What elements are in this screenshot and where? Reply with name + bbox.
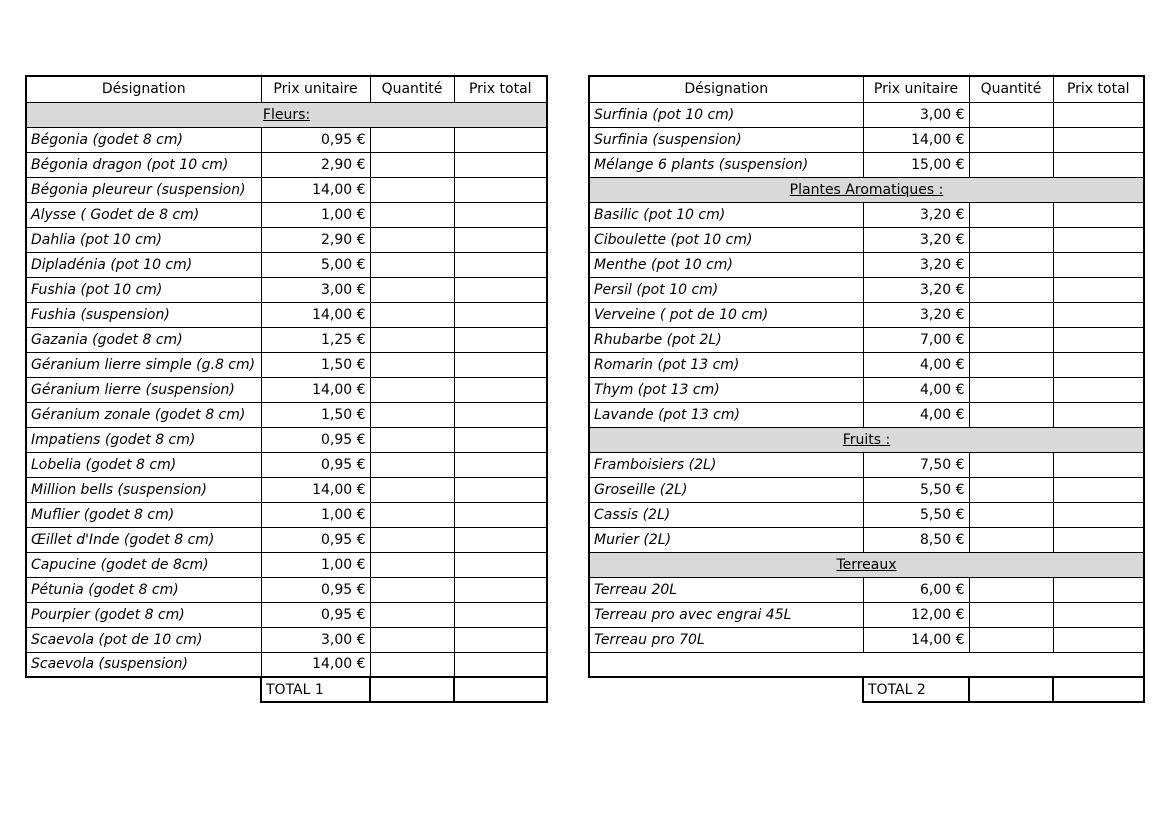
table-row	[26, 577, 547, 602]
quantity-cell[interactable]	[370, 152, 454, 177]
total-price-cell[interactable]	[1053, 277, 1144, 302]
table-row	[589, 627, 1144, 652]
table-row	[26, 252, 547, 277]
table-row	[589, 527, 1144, 552]
quantity-cell[interactable]	[969, 577, 1053, 602]
item-name: Murier (2L)	[589, 527, 863, 552]
total-price-cell[interactable]	[454, 177, 547, 202]
quantity-cell[interactable]	[370, 577, 454, 602]
header-quantity: Quantité	[370, 76, 454, 102]
item-name: Pétunia (godet 8 cm)	[26, 577, 261, 602]
item-name: Muflier (godet 8 cm)	[26, 502, 261, 527]
total-row	[589, 677, 1144, 702]
table-row	[26, 377, 547, 402]
item-name: Pourpier (godet 8 cm)	[26, 602, 261, 627]
item-name: Capucine (godet de 8cm)	[26, 552, 261, 577]
unit-price: 0,95 €	[261, 527, 370, 552]
unit-price: 7,50 €	[863, 452, 969, 477]
total-quantity-cell[interactable]	[969, 677, 1053, 702]
item-name: Menthe (pot 10 cm)	[589, 252, 863, 277]
unit-price: 3,00 €	[261, 277, 370, 302]
item-name: Mélange 6 plants (suspension)	[589, 152, 863, 177]
table-row	[26, 202, 547, 227]
quantity-cell[interactable]	[370, 352, 454, 377]
quantity-cell[interactable]	[969, 452, 1053, 477]
total-row	[26, 677, 547, 702]
table-row	[26, 277, 547, 302]
header-total-price: Prix total	[454, 76, 547, 102]
quantity-cell[interactable]	[969, 352, 1053, 377]
unit-price: 4,00 €	[863, 377, 969, 402]
total-price-cell[interactable]	[454, 202, 547, 227]
item-name: Fushia (pot 10 cm)	[26, 277, 261, 302]
item-name: Scaevola (pot de 10 cm)	[26, 627, 261, 652]
header-designation: Désignation	[589, 76, 863, 102]
quantity-cell[interactable]	[370, 252, 454, 277]
quantity-cell[interactable]	[969, 252, 1053, 277]
total-price-cell[interactable]	[454, 402, 547, 427]
item-name: Terreau 20L	[589, 577, 863, 602]
table-row	[589, 152, 1144, 177]
item-name: Thym (pot 13 cm)	[589, 377, 863, 402]
section-header-row	[589, 427, 1144, 452]
order-table-right	[588, 75, 1145, 703]
table-row	[26, 402, 547, 427]
quantity-cell[interactable]	[969, 527, 1053, 552]
quantity-cell[interactable]	[969, 327, 1053, 352]
item-name: Framboisiers (2L)	[589, 452, 863, 477]
total-price-cell[interactable]	[454, 527, 547, 552]
table-header-row	[589, 76, 1144, 102]
total-price-cell[interactable]	[454, 327, 547, 352]
item-name: Ciboulette (pot 10 cm)	[589, 227, 863, 252]
table-row	[26, 352, 547, 377]
unit-price: 12,00 €	[863, 602, 969, 627]
quantity-cell[interactable]	[969, 477, 1053, 502]
quantity-cell[interactable]	[370, 327, 454, 352]
unit-price: 3,00 €	[863, 102, 969, 127]
order-table-left	[25, 75, 548, 703]
unit-price: 14,00 €	[261, 477, 370, 502]
total-price-cell[interactable]	[454, 477, 547, 502]
item-name: Cassis (2L)	[589, 502, 863, 527]
quantity-cell[interactable]	[370, 202, 454, 227]
unit-price: 1,50 €	[261, 352, 370, 377]
unit-price: 0,95 €	[261, 602, 370, 627]
table-row	[26, 227, 547, 252]
section-header-row	[26, 102, 547, 127]
item-name: Verveine ( pot de 10 cm)	[589, 302, 863, 327]
quantity-cell[interactable]	[969, 127, 1053, 152]
item-name: Alysse ( Godet de 8 cm)	[26, 202, 261, 227]
total-label: TOTAL 2	[863, 677, 969, 702]
unit-price: 3,20 €	[863, 252, 969, 277]
total-spacer	[26, 677, 261, 702]
table-row	[589, 577, 1144, 602]
total-price-cell[interactable]	[454, 652, 547, 677]
total-price-cell[interactable]	[1053, 452, 1144, 477]
table-row	[26, 152, 547, 177]
quantity-cell[interactable]	[370, 502, 454, 527]
unit-price: 0,95 €	[261, 427, 370, 452]
unit-price: 14,00 €	[863, 627, 969, 652]
item-name: Persil (pot 10 cm)	[589, 277, 863, 302]
table-row	[589, 127, 1144, 152]
total-amount-cell[interactable]	[1053, 677, 1144, 702]
total-price-cell[interactable]	[454, 502, 547, 527]
table-row	[589, 252, 1144, 277]
table-row	[26, 652, 547, 677]
unit-price: 3,20 €	[863, 277, 969, 302]
item-name: Dipladénia (pot 10 cm)	[26, 252, 261, 277]
unit-price: 14,00 €	[261, 377, 370, 402]
quantity-cell[interactable]	[969, 402, 1053, 427]
item-name: Impatiens (godet 8 cm)	[26, 427, 261, 452]
unit-price: 0,95 €	[261, 452, 370, 477]
total-amount-cell[interactable]	[454, 677, 547, 702]
quantity-cell[interactable]	[370, 552, 454, 577]
total-price-cell[interactable]	[1053, 402, 1144, 427]
header-total-price: Prix total	[1053, 76, 1144, 102]
quantity-cell[interactable]	[969, 102, 1053, 127]
item-name: Œillet d'Inde (godet 8 cm)	[26, 527, 261, 552]
total-price-cell[interactable]	[454, 377, 547, 402]
table-row	[26, 177, 547, 202]
quantity-cell[interactable]	[969, 202, 1053, 227]
unit-price: 5,00 €	[261, 252, 370, 277]
empty-cell	[589, 652, 1144, 677]
table-row	[589, 477, 1144, 502]
unit-price: 8,50 €	[863, 527, 969, 552]
total-price-cell[interactable]	[1053, 252, 1144, 277]
unit-price: 14,00 €	[863, 127, 969, 152]
item-name: Bégonia pleureur (suspension)	[26, 177, 261, 202]
item-name: Géranium zonale (godet 8 cm)	[26, 402, 261, 427]
quantity-cell[interactable]	[370, 227, 454, 252]
unit-price: 1,00 €	[261, 502, 370, 527]
table-row	[589, 352, 1144, 377]
unit-price: 15,00 €	[863, 152, 969, 177]
section-title: Fruits :	[589, 427, 1144, 452]
total-price-cell[interactable]	[454, 302, 547, 327]
total-price-cell[interactable]	[454, 252, 547, 277]
total-price-cell[interactable]	[1053, 302, 1144, 327]
table-row	[589, 402, 1144, 427]
item-name: Basilic (pot 10 cm)	[589, 202, 863, 227]
quantity-cell[interactable]	[370, 427, 454, 452]
table-row	[26, 602, 547, 627]
table-row	[26, 552, 547, 577]
table-row	[589, 327, 1144, 352]
unit-price: 2,90 €	[261, 227, 370, 252]
section-header-row	[589, 177, 1144, 202]
table-row	[26, 477, 547, 502]
table-row	[26, 327, 547, 352]
table-row	[26, 627, 547, 652]
item-name: Rhubarbe (pot 2L)	[589, 327, 863, 352]
unit-price: 0,95 €	[261, 127, 370, 152]
item-name: Lobelia (godet 8 cm)	[26, 452, 261, 477]
item-name: Fushia (suspension)	[26, 302, 261, 327]
total-price-cell[interactable]	[1053, 477, 1144, 502]
total-price-cell[interactable]	[454, 452, 547, 477]
total-spacer	[589, 677, 863, 702]
table-row	[26, 452, 547, 477]
unit-price: 3,20 €	[863, 302, 969, 327]
total-price-cell[interactable]	[454, 427, 547, 452]
quantity-cell[interactable]	[370, 452, 454, 477]
table-row	[589, 452, 1144, 477]
unit-price: 5,50 €	[863, 477, 969, 502]
total-price-cell[interactable]	[1053, 127, 1144, 152]
total-price-cell[interactable]	[1053, 102, 1144, 127]
quantity-cell[interactable]	[370, 177, 454, 202]
unit-price: 3,20 €	[863, 202, 969, 227]
unit-price: 1,50 €	[261, 402, 370, 427]
item-name: Géranium lierre simple (g.8 cm)	[26, 352, 261, 377]
table-row	[589, 602, 1144, 627]
section-title: Plantes Aromatiques :	[589, 177, 1144, 202]
header-unit-price: Prix unitaire	[261, 76, 370, 102]
quantity-cell[interactable]	[370, 302, 454, 327]
total-price-cell[interactable]	[1053, 602, 1144, 627]
item-name: Terreau pro avec engrai 45L	[589, 602, 863, 627]
quantity-cell[interactable]	[370, 402, 454, 427]
total-price-cell[interactable]	[1053, 502, 1144, 527]
item-name: Romarin (pot 13 cm)	[589, 352, 863, 377]
table-row	[589, 202, 1144, 227]
item-name: Million bells (suspension)	[26, 477, 261, 502]
table-row	[589, 302, 1144, 327]
quantity-cell[interactable]	[370, 477, 454, 502]
total-price-cell[interactable]	[1053, 152, 1144, 177]
quantity-cell[interactable]	[370, 627, 454, 652]
unit-price: 14,00 €	[261, 652, 370, 677]
total-price-cell[interactable]	[454, 152, 547, 177]
total-price-cell[interactable]	[1053, 227, 1144, 252]
unit-price: 2,90 €	[261, 152, 370, 177]
item-name: Bégonia dragon (pot 10 cm)	[26, 152, 261, 177]
unit-price: 14,00 €	[261, 177, 370, 202]
unit-price: 1,00 €	[261, 552, 370, 577]
empty-row	[589, 652, 1144, 677]
total-price-cell[interactable]	[1053, 327, 1144, 352]
unit-price: 3,00 €	[261, 627, 370, 652]
total-price-cell[interactable]	[1053, 527, 1144, 552]
unit-price: 6,00 €	[863, 577, 969, 602]
item-name: Lavande (pot 13 cm)	[589, 402, 863, 427]
total-label: TOTAL 1	[261, 677, 370, 702]
table-row	[589, 102, 1144, 127]
quantity-cell[interactable]	[370, 652, 454, 677]
quantity-cell[interactable]	[969, 502, 1053, 527]
item-name: Bégonia (godet 8 cm)	[26, 127, 261, 152]
total-price-cell[interactable]	[454, 577, 547, 602]
table-header-row	[26, 76, 547, 102]
item-name: Surfinia (pot 10 cm)	[589, 102, 863, 127]
item-name: Groseille (2L)	[589, 477, 863, 502]
unit-price: 3,20 €	[863, 227, 969, 252]
unit-price: 0,95 €	[261, 577, 370, 602]
header-unit-price: Prix unitaire	[863, 76, 969, 102]
quantity-cell[interactable]	[969, 152, 1053, 177]
table-row	[26, 527, 547, 552]
table-row	[589, 277, 1144, 302]
table-row	[26, 127, 547, 152]
quantity-cell[interactable]	[370, 602, 454, 627]
quantity-cell[interactable]	[969, 302, 1053, 327]
total-price-cell[interactable]	[1053, 377, 1144, 402]
section-header-row	[589, 552, 1144, 577]
unit-price: 14,00 €	[261, 302, 370, 327]
item-name: Scaevola (suspension)	[26, 652, 261, 677]
section-title: Terreaux	[589, 552, 1144, 577]
table-row	[26, 302, 547, 327]
table-row	[589, 502, 1144, 527]
total-price-cell[interactable]	[1053, 627, 1144, 652]
item-name: Gazania (godet 8 cm)	[26, 327, 261, 352]
quantity-cell[interactable]	[969, 227, 1053, 252]
quantity-cell[interactable]	[370, 277, 454, 302]
total-price-cell[interactable]	[454, 602, 547, 627]
total-price-cell[interactable]	[1053, 202, 1144, 227]
quantity-cell[interactable]	[969, 602, 1053, 627]
unit-price: 4,00 €	[863, 402, 969, 427]
header-designation: Désignation	[26, 76, 261, 102]
unit-price: 1,00 €	[261, 202, 370, 227]
quantity-cell[interactable]	[969, 277, 1053, 302]
table-row	[589, 377, 1144, 402]
total-price-cell[interactable]	[454, 277, 547, 302]
table-row	[26, 427, 547, 452]
unit-price: 5,50 €	[863, 502, 969, 527]
quantity-cell[interactable]	[370, 127, 454, 152]
unit-price: 4,00 €	[863, 352, 969, 377]
item-name: Surfinia (suspension)	[589, 127, 863, 152]
item-name: Géranium lierre (suspension)	[26, 377, 261, 402]
quantity-cell[interactable]	[969, 377, 1053, 402]
unit-price: 7,00 €	[863, 327, 969, 352]
quantity-cell[interactable]	[370, 377, 454, 402]
total-price-cell[interactable]	[454, 552, 547, 577]
table-row	[589, 227, 1144, 252]
unit-price: 1,25 €	[261, 327, 370, 352]
table-row	[26, 502, 547, 527]
section-title: Fleurs:	[26, 102, 547, 127]
item-name: Dahlia (pot 10 cm)	[26, 227, 261, 252]
total-quantity-cell[interactable]	[370, 677, 454, 702]
total-price-cell[interactable]	[454, 627, 547, 652]
total-price-cell[interactable]	[1053, 352, 1144, 377]
quantity-cell[interactable]	[370, 527, 454, 552]
total-price-cell[interactable]	[454, 127, 547, 152]
item-name: Terreau pro 70L	[589, 627, 863, 652]
total-price-cell[interactable]	[454, 352, 547, 377]
quantity-cell[interactable]	[969, 627, 1053, 652]
total-price-cell[interactable]	[454, 227, 547, 252]
header-quantity: Quantité	[969, 76, 1053, 102]
total-price-cell[interactable]	[1053, 577, 1144, 602]
